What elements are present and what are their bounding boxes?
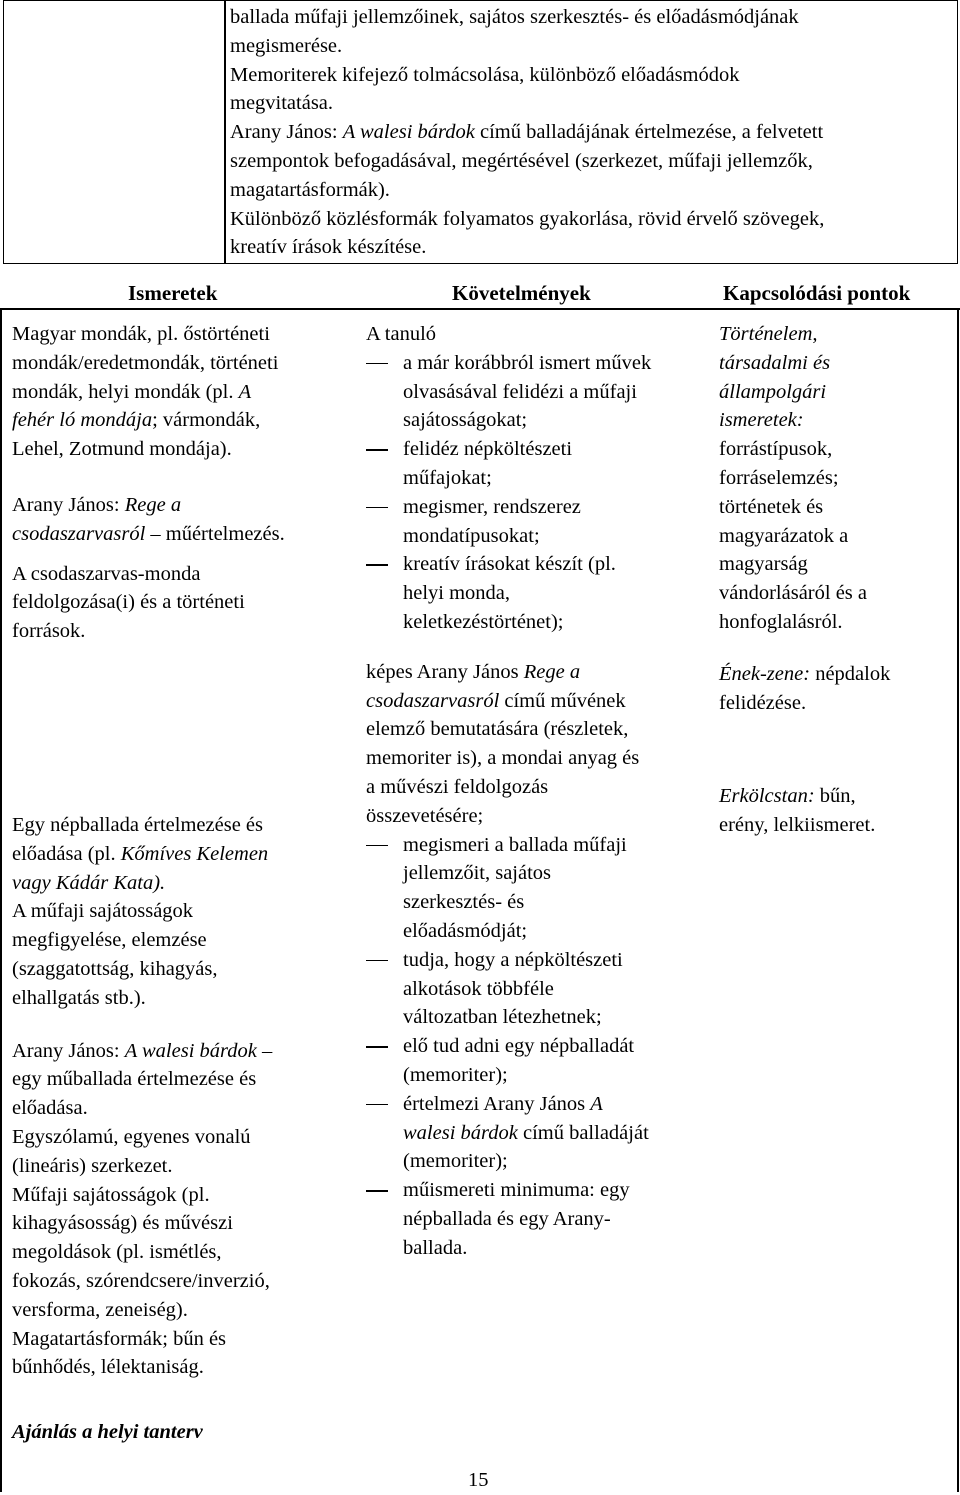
header-kapcsolodasi-pontok: Kapcsolódási pontok [723, 281, 911, 305]
line: a már korábbról ismert művek [403, 351, 652, 374]
paragraph-csodaszarvas [12, 560, 352, 646]
line [366, 658, 711, 687]
line: memoriter is), a mondai anyag és [366, 747, 640, 770]
list-item [366, 946, 711, 1032]
top-line: Memoriterek kifejező tolmácsolása, különböző előadásmódok [230, 63, 740, 86]
title-italic: fehér ló mondája [12, 409, 153, 432]
line [719, 349, 954, 378]
line: Magatartásformák; bűn és [12, 1327, 227, 1350]
top-line: ballada műfaji jellemzőinek, sajátos szerkesztés- és előadásmódjának [230, 6, 799, 28]
line: források. [12, 620, 86, 643]
line: (lineáris) szerkezet. [12, 1154, 173, 1177]
footer-recommendation: Ajánlás a helyi tanterv [12, 1421, 203, 1443]
text-run: című művének [499, 689, 626, 712]
list-item [366, 550, 711, 636]
line: megismer, rendszerez [403, 495, 581, 518]
paragraph-erkolcstan [719, 782, 954, 840]
line: egy műballada értelmezése és [12, 1068, 257, 1091]
line: felidézése. [719, 691, 807, 714]
line [719, 406, 954, 435]
line: (memoriter); [403, 1150, 508, 1173]
line: A műfaji sajátosságok [12, 900, 194, 923]
page-number: 15 [468, 1469, 489, 1491]
line [12, 378, 352, 407]
line: alkotások többféle [403, 977, 554, 1000]
text-run: bűn, [814, 785, 856, 808]
top-line: megvitatása. [230, 92, 334, 115]
line: sajátosságokat; [403, 409, 528, 432]
paragraph-kepes [366, 658, 711, 831]
line: forrástípusok, [719, 438, 833, 461]
line: bűnhődés, lélektaniság. [12, 1356, 204, 1379]
top-line: szempontok befogadásával, megértésével (szerkezet, műfaji jellemzők, [230, 149, 813, 172]
title-italic: A walesi bárdok [124, 1039, 257, 1062]
line: olvasásával felidézi a műfaji [403, 380, 637, 403]
line: műismereti minimuma: egy [403, 1179, 630, 1202]
text-run: Arany János: [230, 121, 343, 144]
list-item [366, 831, 711, 946]
line [12, 869, 352, 898]
title-italic: A [590, 1092, 603, 1115]
line: jellemzőit, sajátos [403, 862, 552, 885]
line: népballada és egy Arany- [403, 1207, 611, 1230]
line: magyarázatok a [719, 524, 849, 547]
line: erény, lelkiismeret. [719, 814, 876, 837]
header-kovetelmenyek: Követelmények [452, 281, 591, 305]
line: történetek és [719, 495, 824, 518]
text-run: mondák, helyi mondák (pl. [12, 380, 239, 403]
text-run: című balladáját [517, 1121, 649, 1144]
line: Műfaji sajátosságok (pl. [12, 1183, 210, 1206]
line: magyarság [719, 553, 808, 576]
list-item [366, 1176, 711, 1262]
line: felidéz népköltészeti [403, 438, 573, 461]
intro-line: A tanuló [366, 323, 437, 345]
line: kihagyásosság) és művészi [12, 1212, 233, 1235]
line [403, 1119, 711, 1148]
column-kapcsolodasi-pontok [719, 320, 954, 840]
paragraph-rege [12, 491, 352, 549]
top-line [230, 118, 952, 147]
text-run: értelmezi Arany János [403, 1092, 591, 1115]
line: Egyszólamú, egyenes vonalú [12, 1125, 251, 1148]
line [719, 320, 954, 349]
line: előadása. [12, 1097, 88, 1120]
text-run: – [256, 1039, 273, 1062]
paragraph-tortenelem [719, 320, 954, 637]
subject-italic: ismeretek: [719, 409, 804, 432]
paragraph-nepballada [12, 811, 352, 1013]
text-run: ; vármondák, [152, 409, 261, 432]
title-italic: csodaszarvasról [366, 689, 500, 712]
subject-italic: állampolgári [719, 380, 827, 403]
paragraph-enek-zene [719, 660, 954, 718]
line: ballada. [403, 1236, 468, 1259]
subject-italic: Erkölcstan: [719, 785, 815, 808]
header-ismeretek: Ismeretek [128, 281, 218, 305]
top-block-text [230, 3, 952, 262]
list-item [366, 435, 711, 493]
list-item [366, 493, 711, 551]
line: változatban létezhetnek; [403, 1006, 602, 1029]
line: elhallgatás stb.). [12, 986, 146, 1009]
title-italic: Rege a [523, 660, 581, 683]
line: megismeri a ballada műfaji [403, 833, 627, 856]
line: tudja, hogy a népköltészeti [403, 948, 623, 971]
text-run: Arany János: [12, 1039, 125, 1062]
line: helyi monda, [403, 582, 511, 605]
title-italic: Rege a [124, 493, 182, 516]
subject-italic: Történelem, [719, 323, 818, 345]
line [12, 840, 352, 869]
column-kovetelmenyek [366, 320, 711, 1263]
line: elő tud adni egy népballadát [403, 1035, 635, 1058]
line: megfigyelése, elemzése [12, 929, 207, 952]
line [719, 782, 954, 811]
column-ismeretek [12, 320, 352, 1382]
text-run: népdalok [810, 662, 891, 685]
requirement-list-2 [366, 831, 711, 1263]
line: mondák/eredetmondák, történeti [12, 351, 279, 374]
line: vándorlásáról és a [719, 582, 867, 605]
line [12, 1037, 352, 1066]
line: keletkezéstörténet); [403, 610, 564, 633]
line: (szaggatottság, kihagyás, [12, 957, 218, 980]
title-italic: Kőmíves Kelemen [120, 842, 269, 865]
line: mondatípusokat; [403, 524, 540, 547]
line: kreatív írásokat készít (pl. [403, 553, 616, 576]
list-item [366, 1032, 711, 1090]
line: versforma, zeneiség). [12, 1298, 188, 1321]
line: fokozás, szórendcsere/inverzió, [12, 1269, 270, 1292]
header-bottom-rule [0, 308, 960, 310]
line: forráselemzés; [719, 466, 839, 489]
top-line: megismerése. [230, 34, 343, 57]
line: feldolgozása(i) és a történeti [12, 591, 245, 614]
line: előadásmódját; [403, 919, 528, 942]
list-item [366, 349, 711, 435]
line [12, 520, 352, 549]
top-line: kreatív írások készítése. [230, 236, 427, 259]
paragraph-walesi-bardok [12, 1037, 352, 1383]
text-run: – műértelmezés. [145, 522, 285, 545]
line [403, 1090, 711, 1119]
text-run: előadása (pl. [12, 842, 121, 865]
text-run: Arany János: [12, 493, 125, 516]
table-left-border [0, 308, 2, 1492]
line: műfajokat; [403, 466, 492, 489]
title-italic: walesi bárdok [403, 1121, 518, 1144]
line: Lehel, Zotmund mondája). [12, 438, 232, 461]
line: (memoriter); [403, 1063, 508, 1086]
paragraph-mondak [12, 320, 352, 464]
line: Egy népballada értelmezése és [12, 813, 263, 836]
line: elemző bemutatására (részletek, [366, 718, 629, 741]
title-italic: csodaszarvasról [12, 522, 146, 545]
line [719, 660, 954, 689]
line: megoldások (pl. ismétlés, [12, 1241, 222, 1264]
subject-italic: Ének-zene: [719, 662, 811, 685]
line [366, 687, 711, 716]
line: a művészi feldolgozás [366, 775, 549, 798]
list-item [366, 1090, 711, 1176]
title-italic: A [238, 380, 252, 403]
line: összevetésére; [366, 804, 484, 827]
table-right-border [957, 308, 959, 1492]
top-line: magatartásformák). [230, 178, 390, 201]
requirement-list-1 [366, 349, 711, 637]
line: A csodaszarvas-monda [12, 562, 201, 585]
line [719, 378, 954, 407]
line [12, 491, 352, 520]
text-run: képes Arany János [366, 660, 524, 683]
subject-italic: társadalmi és [719, 351, 831, 374]
line: Magyar mondák, pl. őstörténeti [12, 323, 270, 345]
title-italic: A walesi bárdok [342, 121, 475, 144]
top-box-divider [224, 0, 226, 264]
line: honfoglalásról. [719, 610, 843, 633]
line: szerkesztés- és [403, 891, 525, 914]
title-italic: vagy Kádár Kata). [12, 871, 166, 894]
top-line: Különböző közlésformák folyamatos gyakorlása, rövid érvelő szövegek, [230, 207, 825, 230]
text-run: című balladájának értelmezése, a felvetett [474, 121, 824, 144]
line [12, 406, 352, 435]
